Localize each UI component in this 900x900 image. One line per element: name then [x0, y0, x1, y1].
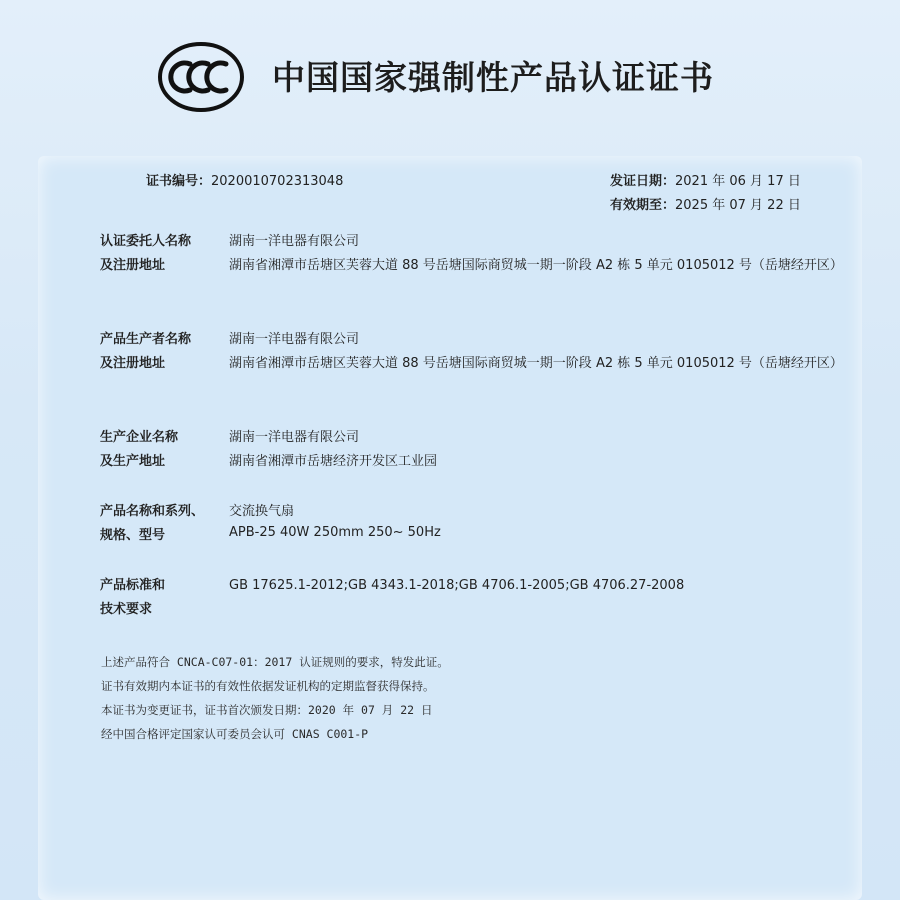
manufacturer-label: 产品生产者名称 及注册地址 — [100, 332, 192, 371]
certificate-number-value: 2020010702313048 — [211, 174, 344, 189]
issue-date-value: 2021 年 06 月 17 日 — [675, 174, 801, 189]
factory-value — [229, 426, 839, 474]
applicant-address: 湖南省湘潭市岳塘区芙蓉大道 88 号岳塘国际商贸城一期一阶段 A2 栋 5 单元 0105012 号（岳塘经开区） — [229, 258, 843, 273]
applicant-value — [229, 230, 843, 278]
issue-date-label: 发证日期： — [610, 174, 676, 189]
note-line: 证书有效期内本证书的有效性依据发证机构的定期监督获得保持。 — [101, 679, 435, 693]
product-label: 产品名称和系列、 规格、型号 — [100, 504, 205, 543]
valid-until-value: 2025 年 07 月 22 日 — [675, 198, 801, 213]
applicant-label: 认证委托人名称 及注册地址 — [100, 234, 192, 273]
product-name: 交流换气扇 — [229, 504, 295, 519]
certificate-number — [146, 170, 343, 189]
factory-label: 生产企业名称 及生产地址 — [100, 430, 179, 469]
manufacturer-address: 湖南省湘潭市岳塘区芙蓉大道 88 号岳塘国际商贸城一期一阶段 A2 栋 5 单元 0105012 号（岳塘经开区） — [229, 356, 843, 371]
standards-text: GB 17625.1-2012;GB 4343.1-2018;GB 4706.1-2005;GB 4706.27-2008 — [229, 578, 685, 593]
certificate-title: 中国国家强制性产品认证证书 — [272, 58, 714, 97]
standards-value — [229, 574, 839, 598]
product-value — [229, 500, 839, 545]
product-model: APB-25 40W 250mm 250~ 50Hz — [229, 525, 441, 540]
standards-label: 产品标准和 技术要求 — [100, 578, 166, 617]
manufacturer-value — [229, 328, 843, 376]
valid-until-label: 有效期至： — [610, 198, 676, 213]
ccc-mark-icon — [158, 42, 244, 112]
valid-until-date — [610, 194, 801, 213]
note-line: 经中国合格评定国家认可委员会认可 CNAS C001-P — [101, 727, 369, 741]
certificate-notes — [101, 650, 449, 746]
factory-address: 湖南省湘潭市岳塘经济开发区工业园 — [229, 454, 438, 469]
certificate-number-label: 证书编号： — [146, 174, 212, 189]
applicant-name: 湖南一洋电器有限公司 — [229, 234, 360, 249]
note-line: 本证书为变更证书，证书首次颁发日期：2020 年 07 月 22 日 — [101, 703, 433, 717]
manufacturer-name: 湖南一洋电器有限公司 — [229, 332, 360, 347]
issue-date — [610, 170, 801, 189]
note-line: 上述产品符合 CNCA-C07-01：2017 认证规则的要求，特发此证。 — [101, 655, 449, 669]
factory-name: 湖南一洋电器有限公司 — [229, 430, 360, 445]
